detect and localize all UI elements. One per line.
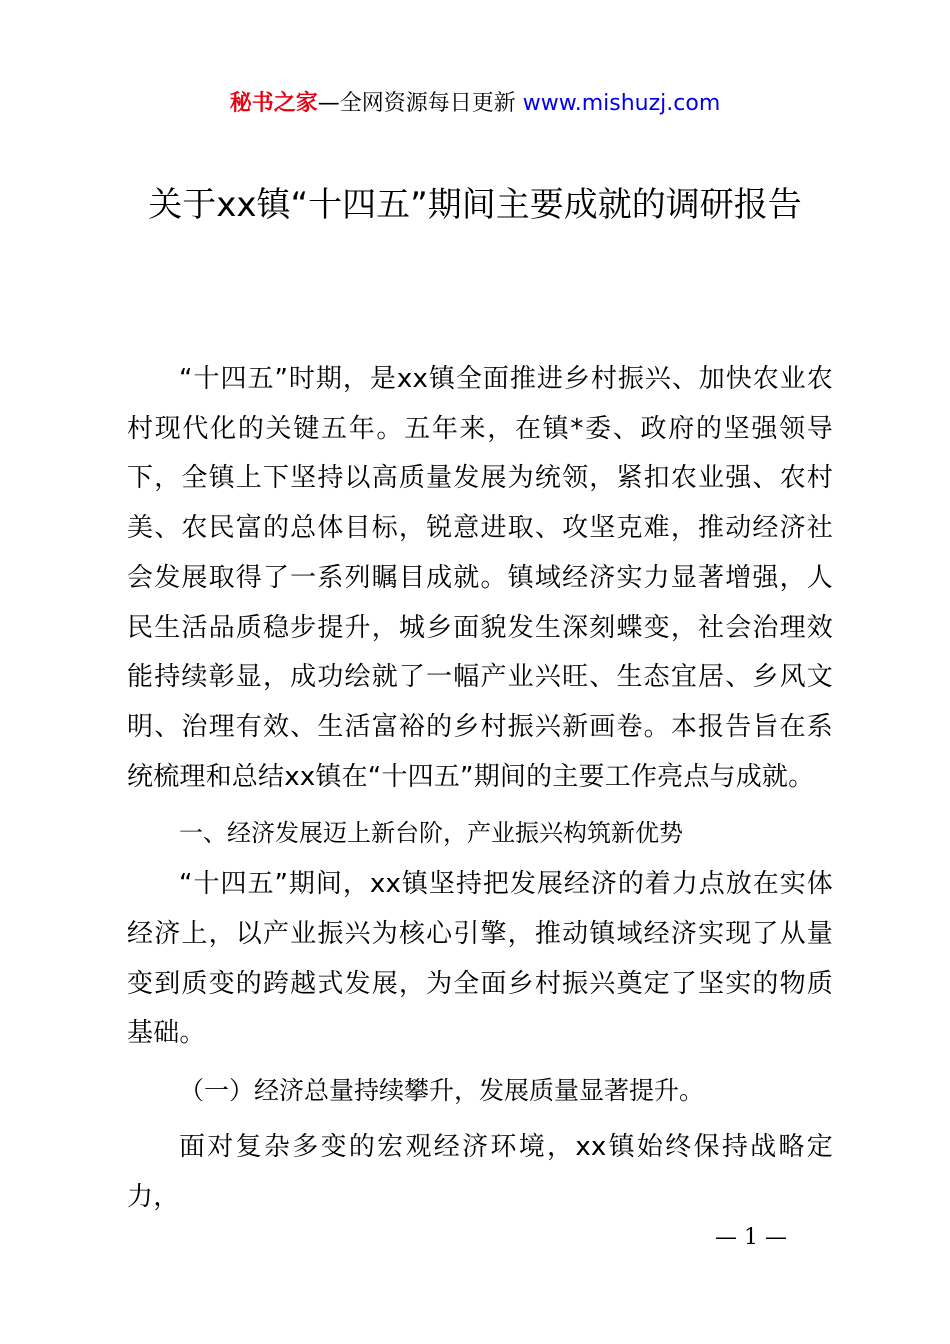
- intro-paragraph: “十四五”时期，是xx镇全面推进乡村振兴、加快农业农村现代化的关键五年。五年来，在镇*委、政府的坚强领导下，全镇上下坚持以高质量发展为统领，紧扣农业强、农村美、农民富的总体目标，锐意进取、攻坚克难，推动经济社会发展取得了一系列瞩目成就。镇域经济实力显著增强，人民生活品质稳步提升，城乡面貌发生深刻蝶变，社会治理效能持续彰显，成功绘就了一幅产业兴旺、生态宜居、乡风文明、治理有效、生活富裕的乡村振兴新画卷。本报告旨在系统梳理和总结xx镇在“十四五”期间的主要工作亮点与成就。: [127, 364, 833, 792]
- section-heading: 一、经济发展迈上新台阶，产业振兴构筑新优势: [179, 819, 683, 848]
- page-number: — 1 —: [715, 1225, 787, 1250]
- document-title: 关于xx镇“十四五”期间主要成就的调研报告: [148, 185, 802, 225]
- document-body: [127, 355, 833, 1223]
- header-tagline: —全网资源每日更新: [317, 91, 523, 116]
- subsection-paragraph: 面对复杂多变的宏观经济环境，xx镇始终保持战略定力，: [127, 1132, 833, 1212]
- site-header: [0, 88, 950, 120]
- section-paragraph: “十四五”期间，xx镇坚持把发展经济的着力点放在实体经济上，以产业振兴为核心引擎，推动镇域经济实现了从量变到质变的跨越式发展，为全面乡村振兴奠定了坚实的物质基础。: [127, 869, 833, 1049]
- site-url-link[interactable]: www.mishuzj.com: [522, 91, 721, 116]
- subsection-heading: （一）经济总量持续攀升，发展质量显著提升。: [179, 1076, 705, 1106]
- brand-name: 秘书之家: [229, 91, 318, 116]
